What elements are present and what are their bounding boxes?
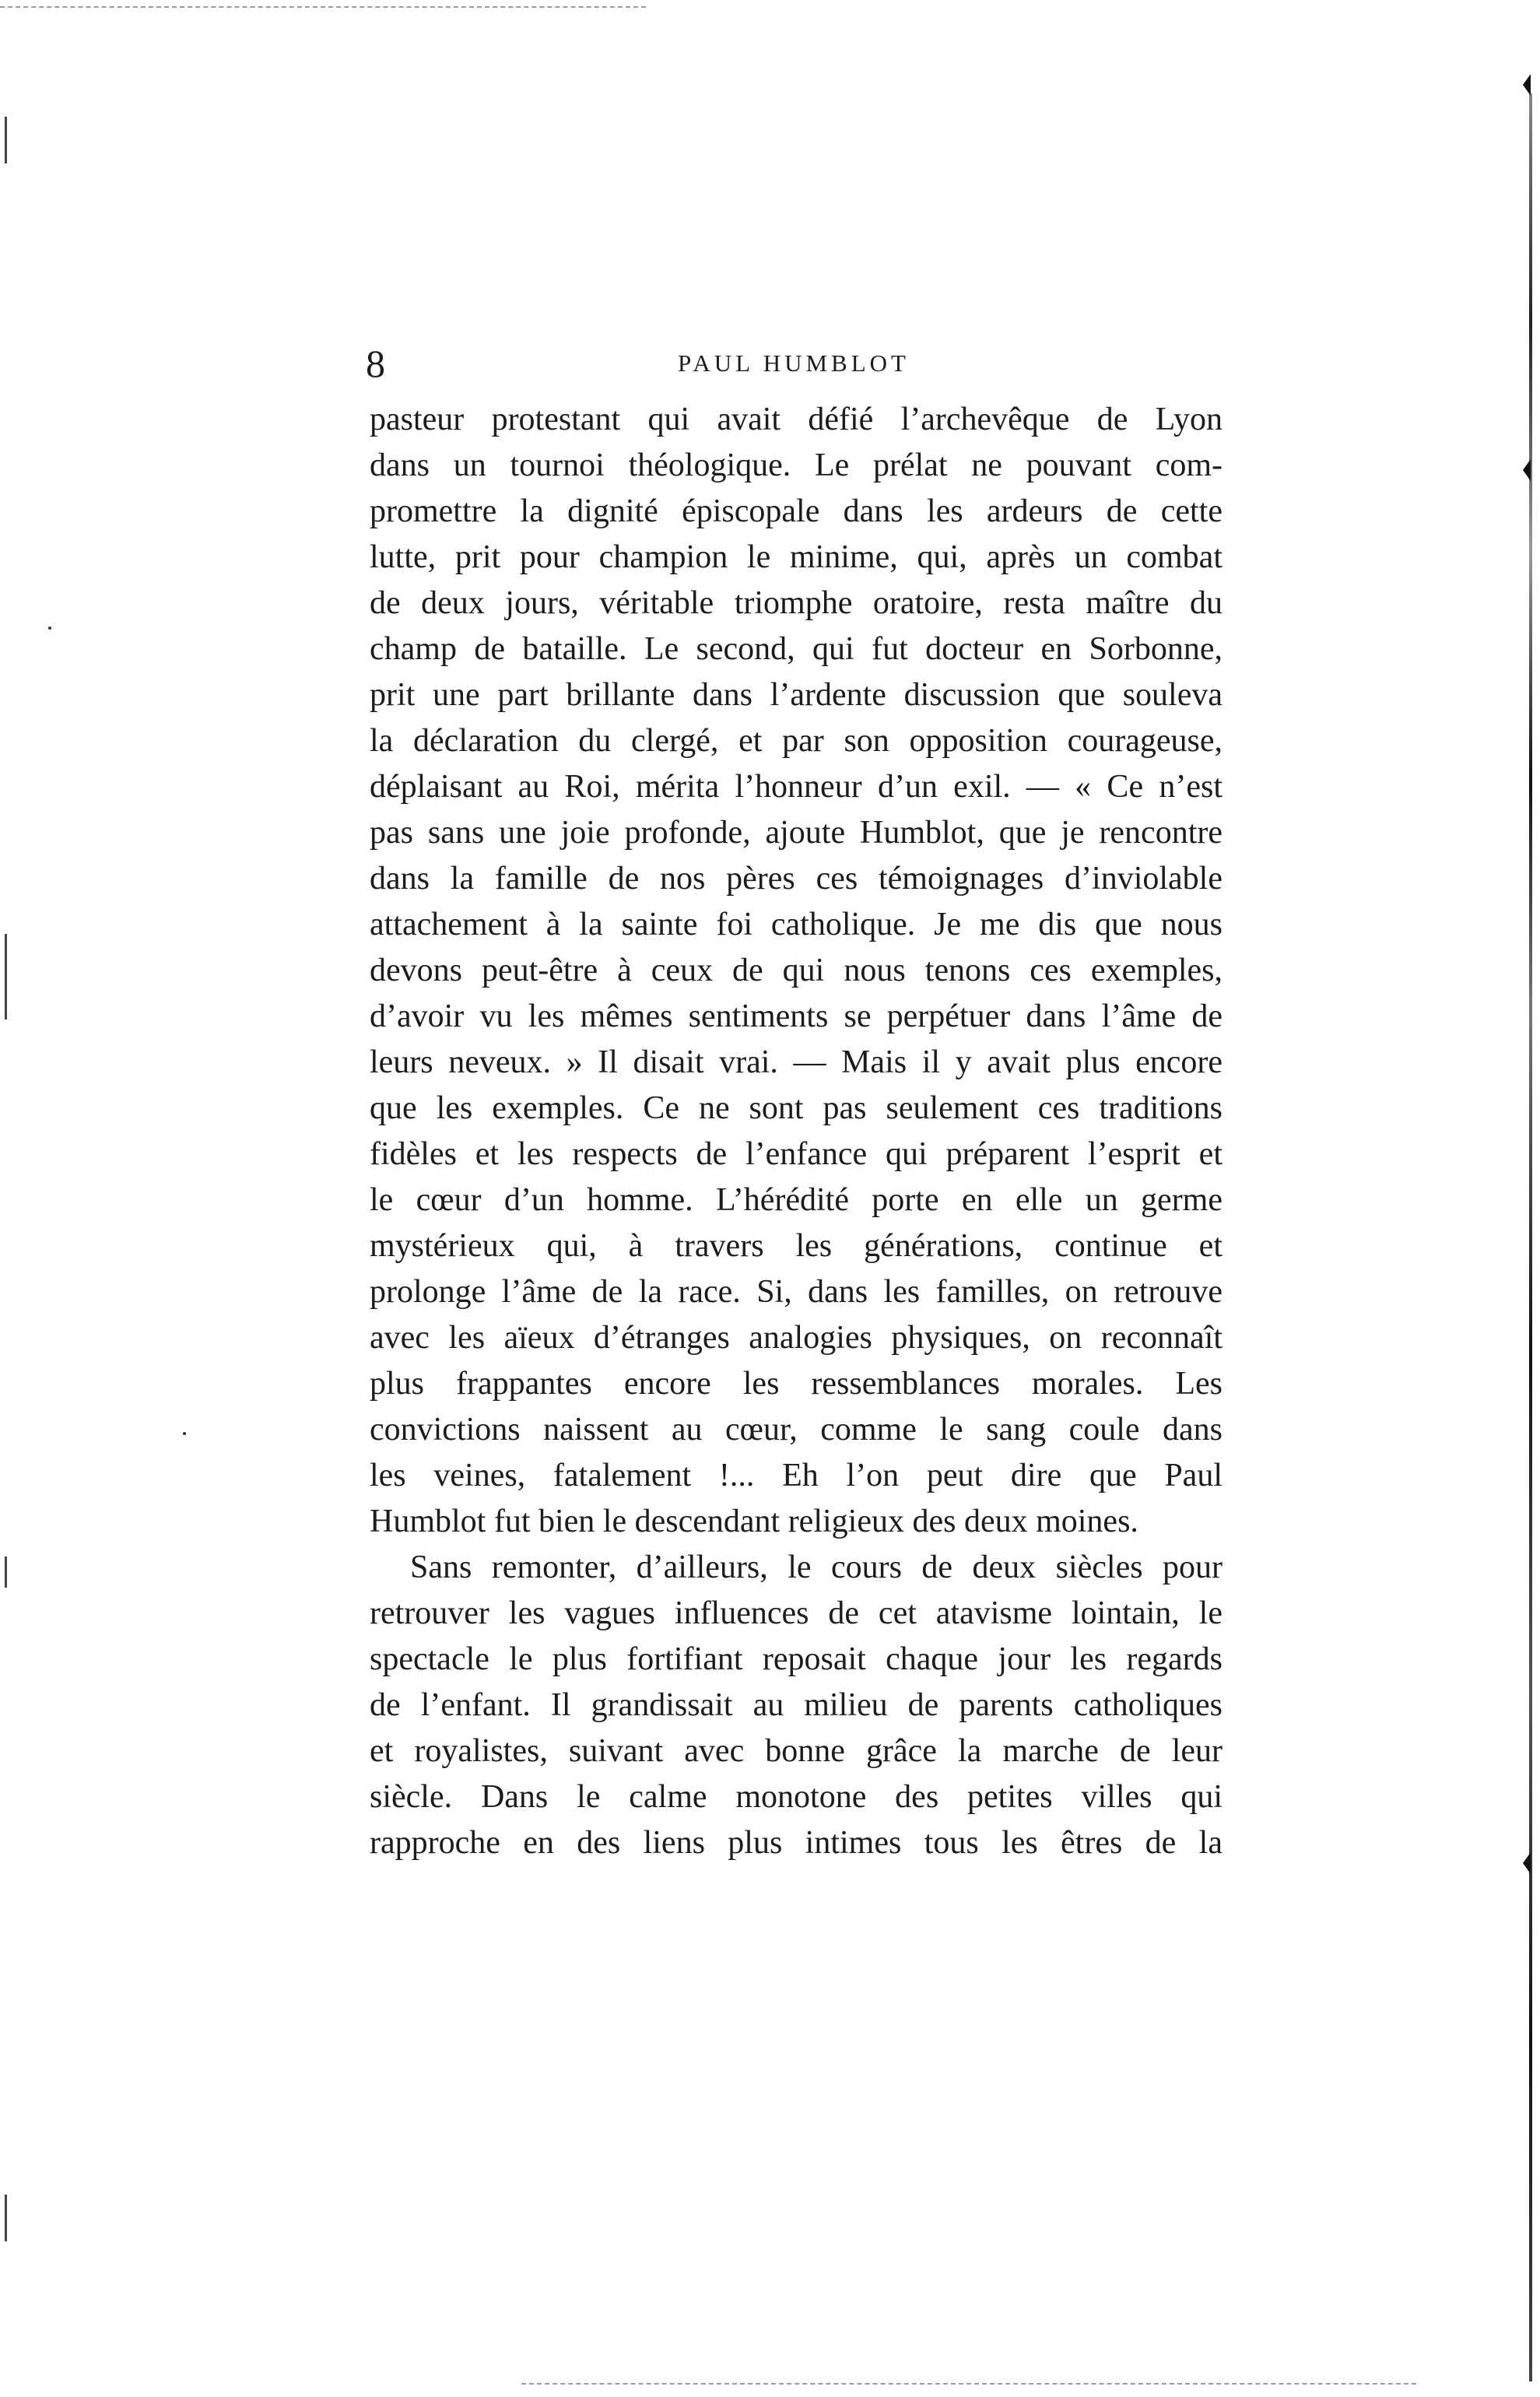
scan-left-mark <box>5 2195 7 2241</box>
text-line: attachement à la sainte foi catholique. Je me dis que nous <box>370 907 1223 942</box>
text-line: pasteur protestant qui avait défié l’archevêque de Lyon <box>370 402 1223 437</box>
paragraph-1 <box>370 397 1223 1545</box>
text-line: lutte, prit pour champion le minime, qui, après un combat <box>370 539 1223 575</box>
scan-speck <box>48 626 51 630</box>
text-line: pas sans une joie profonde, ajoute Humblot, que je rencontre <box>370 815 1223 851</box>
text-line: d’avoir vu les mêmes sentiments se perpétuer dans l’âme de <box>370 998 1223 1034</box>
text-line: siècle. Dans le calme monotone des petites villes qui <box>370 1779 1223 1815</box>
text-line: champ de bataille. Le second, qui fut docteur en Sorbonne, <box>370 631 1223 667</box>
scan-left-mark <box>5 1556 7 1588</box>
text-line: prit une part brillante dans l’ardente discussion que souleva <box>370 677 1223 713</box>
scan-speck <box>183 1432 186 1435</box>
text-line: retrouver les vagues influences de cet atavisme lointain, le <box>370 1595 1223 1631</box>
page-number: 8 <box>366 342 385 385</box>
text-line: fidèles et les respects de l’enfance qui préparent l’esprit et <box>370 1136 1223 1172</box>
text-line: mystérieux qui, à travers les générations, continue et <box>370 1228 1223 1264</box>
scan-left-mark <box>5 934 7 1020</box>
text-line: de l’enfant. Il grandissait au milieu de parents catholiques <box>370 1687 1223 1723</box>
text-line: dans la famille de nos pères ces témoignages d’inviolable <box>370 861 1223 897</box>
running-head <box>366 336 1222 391</box>
scan-right-tab <box>1523 74 1531 96</box>
text-line: déplaisant au Roi, mérita l’honneur d’un exil. — « Ce n’est <box>370 769 1223 805</box>
text-line: plus frappantes encore les ressemblances morales. Les <box>370 1366 1223 1402</box>
text-line: promettre la dignité épiscopale dans les ardeurs de cette <box>370 493 1223 529</box>
scan-top-edge <box>0 6 646 8</box>
text-line: Humblot fut bien le descendant religieux des deux moines. <box>370 1504 1138 1539</box>
text-line: Sans remonter, d’ailleurs, le cours de deux siècles pour <box>410 1549 1223 1585</box>
running-title: PAUL HUMBLOT <box>678 349 910 377</box>
text-line: leurs neveux. » Il disait vrai. — Mais il y avait plus encore <box>370 1044 1223 1080</box>
scan-right-tab <box>1523 1852 1531 1874</box>
paragraph-2 <box>370 1545 1223 1866</box>
text-line: et royalistes, suivant avec bonne grâce la marche de leur <box>370 1733 1223 1769</box>
text-line: que les exemples. Ce ne sont pas seulement ces traditions <box>370 1090 1223 1126</box>
text-line: rapproche en des liens plus intimes tous les êtres de la <box>370 1825 1223 1861</box>
text-line: la déclaration du clergé, et par son opposition courageuse, <box>370 723 1223 759</box>
text-line: spectacle le plus fortifiant reposait chaque jour les regards <box>370 1641 1223 1677</box>
text-line: convictions naissent au cœur, comme le sang coule dans <box>370 1412 1223 1448</box>
text-line: prolonge l’âme de la race. Si, dans les familles, on retrouve <box>370 1274 1223 1310</box>
scan-left-mark <box>5 117 7 163</box>
text-line: les veines, fatalement !... Eh l’on peut dire que Paul <box>370 1458 1223 1493</box>
scan-right-tab <box>1523 459 1531 481</box>
text-line: de deux jours, véritable triomphe oratoire, resta maître du <box>370 585 1223 621</box>
body-text <box>370 397 1223 1866</box>
text-line: avec les aïeux d’étranges analogies physiques, on reconnaît <box>370 1320 1223 1356</box>
text-line: dans un tournoi théologique. Le prélat ne pouvant com- <box>370 447 1223 483</box>
scan-bottom-edge <box>521 2383 1416 2385</box>
scan-right-edge <box>1529 93 1532 2381</box>
text-line: le cœur d’un homme. L’hérédité porte en elle un germe <box>370 1182 1223 1218</box>
text-line: devons peut-être à ceux de qui nous tenons ces exemples, <box>370 953 1223 988</box>
